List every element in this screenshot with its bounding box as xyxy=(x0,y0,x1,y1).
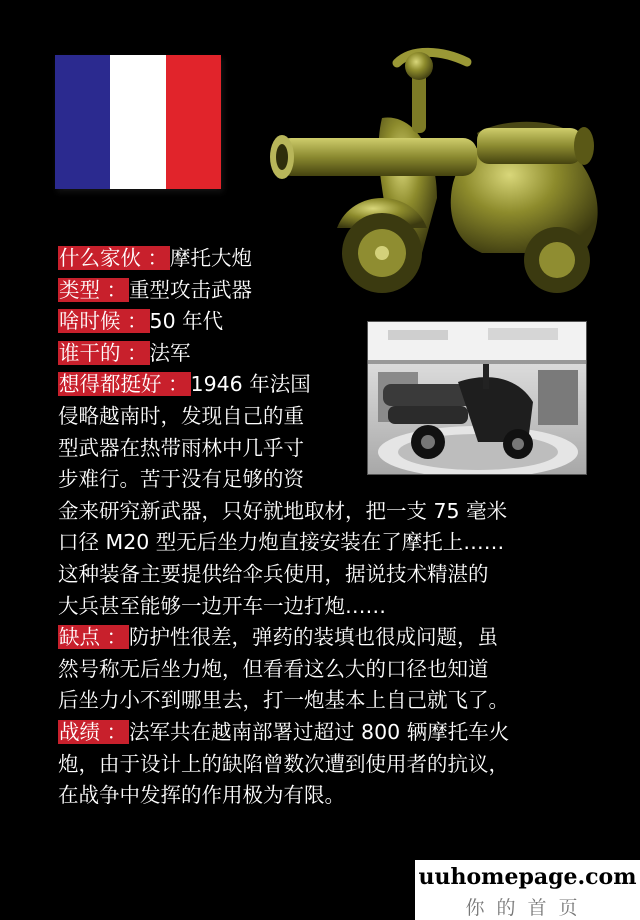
section-value: 法军 xyxy=(149,340,191,365)
body-line: 侵略越南时，发现自己的重 xyxy=(58,403,304,428)
flag-stripe-red xyxy=(166,55,221,189)
body-line: 型武器在热带雨林中几乎寸 xyxy=(58,435,304,460)
record-text: 法军共在越南部署过超过 800 辆摩托车火 xyxy=(129,719,510,744)
section-label: 啥时候 ： xyxy=(59,309,148,334)
flag-stripe-white xyxy=(110,55,165,189)
section-label: 类型 ： xyxy=(59,277,128,302)
drawbacks-label: 缺点 ： xyxy=(59,625,128,650)
record-label: 战绩 ： xyxy=(59,719,128,744)
body-line: 口径 M20 型无后坐力炮直接安装在了摩托上…… xyxy=(58,530,505,555)
section-who xyxy=(58,338,588,370)
section-label: 想得都挺好 ： xyxy=(59,372,189,397)
body-line: 然号称无后坐力炮，但看看这么大的口径也知道 xyxy=(58,656,489,681)
body-line: 步难行。苦于没有足够的资 xyxy=(58,467,304,492)
section-value: 1946 年法国 xyxy=(190,372,311,397)
watermark-url: uuhomepage.com xyxy=(418,864,637,890)
watermark-subtitle: 你的首页 xyxy=(465,897,590,919)
drawbacks-text: 防护性很差，弹药的装填也很成问题，虽 xyxy=(129,625,499,650)
body-line: 这种装备主要提供给伞兵使用，据说技术精湛的 xyxy=(58,561,489,586)
article-text xyxy=(58,243,588,812)
section-value: 重型攻击武器 xyxy=(129,277,253,302)
section-type xyxy=(58,275,588,307)
section-value: 摩托大炮 xyxy=(170,246,253,270)
french-flag xyxy=(55,55,221,189)
section-idea xyxy=(58,369,588,401)
section-what xyxy=(58,243,588,275)
section-value: 50 年代 xyxy=(149,309,224,334)
drawbacks-line xyxy=(58,622,588,654)
site-watermark xyxy=(415,860,640,920)
section-label: 什么家伙 ： xyxy=(59,246,169,270)
body-line: 在战争中发挥的作用极为有限。 xyxy=(58,783,345,808)
flag-stripe-blue xyxy=(55,55,110,189)
body-line: 大兵甚至能够一边开车一边打炮…… xyxy=(58,593,386,618)
section-when xyxy=(58,306,588,338)
body-line: 后坐力小不到哪里去，打一炮基本上自己就飞了。 xyxy=(58,688,509,713)
body-line: 金来研究新武器，只好就地取材，把一支 75 毫米 xyxy=(58,498,508,523)
section-label: 谁干的 ： xyxy=(59,340,148,365)
record-line xyxy=(58,717,588,749)
body-line: 炮，由于设计上的缺陷曾数次遭到使用者的抗议， xyxy=(58,751,509,776)
